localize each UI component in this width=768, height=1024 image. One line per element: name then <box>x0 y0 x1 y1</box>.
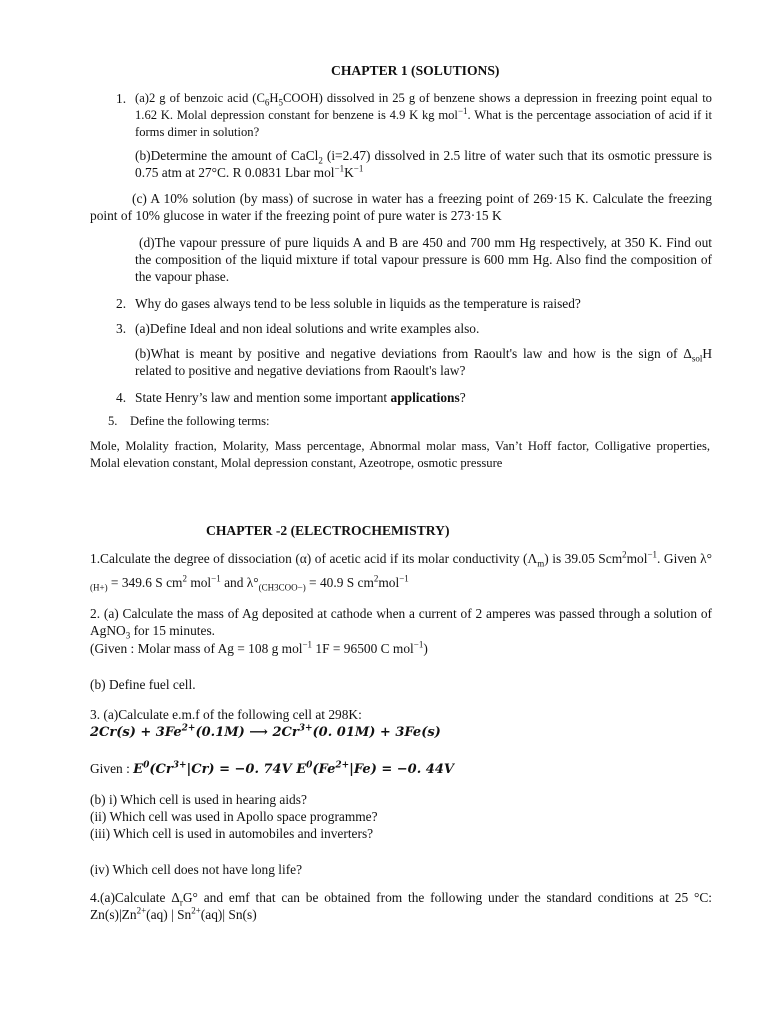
ch2-q3b-iii: (iii) Which cell is used in automobiles and inverters? <box>90 826 374 841</box>
ch2-q4-text: 4.(a)Calculate $\Delta_rG^\circ$ and emf that can be obtained from the following under the standard conditions at 25 °C: $Zn(s)|Zn^{2+}(aq)$ | $Sn^{2+}(aq)|$ Sn(s) <box>90 890 712 922</box>
q4-number: 4. <box>116 390 127 405</box>
q1c-text: (c) A 10% solution (by mass) of sucrose in water has a freezing point of 269·15 K. Calculate the freezing point of 10% glucose in water if the freezing point of pure water is 273·15 K <box>90 191 712 223</box>
q4-text: State Henry’s law and mention some important applications? <box>135 390 466 405</box>
q1a-text: (a)2 g of benzoic acid $(C_6H_5COOH)$ dissolved in 25 g of benzene shows a depression in freezing point equal to 1.62 K. Molal depression constant for benzene is 4.9 K kg mol$^{-1}$. What is the percentage association of acid if it forms dimer in solution? <box>135 91 712 139</box>
ch2-q3b-ii: (ii) Which cell was used in Apollo space programme? <box>90 809 378 824</box>
terms-list: Mole, Molality fraction, Molarity, Mass percentage, Abnormal molar mass, Van’t Hoff factor, Colligative properties, Molal elevation constant, Molal depression constant, Azeotrope, osmotic pressure <box>90 439 710 470</box>
ch2-q3-given: Given : $E^0(Cr^{3+}|Cr) = -0$. 74V $E^0(Fe^{2+}|Fe) = -0$. 44V <box>90 760 454 777</box>
q1b-text: (b)Determine the amount of CaCl$_2$ (i=2.47) dissolved in 2.5 litre of water such that its osmotic pressure is 0.75 atm at 27°C. R 0.0831 Lbar $mol^{-1}K^{-1}$ <box>135 148 712 180</box>
ch2-q2a-text: 2. (a) Calculate the mass of Ag deposited at cathode when a current of 2 amperes was passed through a solution of AgNO$_3$ for 15 minutes. <box>90 606 712 641</box>
q2-text: Why do gases always tend to be less soluble in liquids as the temperature is raised? <box>135 296 581 311</box>
chapter2-title: CHAPTER -2 (ELECTROCHEMISTRY) <box>206 523 450 538</box>
ch2-q3b-i: (b) i) Which cell is used in hearing aids? <box>90 792 307 807</box>
ch2-q3a-text: 3. (a)Calculate e.m.f of the following cell at 298K: <box>90 707 362 722</box>
q3b-text: (b)What is meant by positive and negative deviations from Raoult's law and how is the sign of $\Delta_{sol}H$ related to positive and negative deviations from Raoult's law? <box>135 346 712 378</box>
q1-number: 1. <box>116 91 127 106</box>
q5-number: 5. <box>108 414 118 428</box>
q1d-text: (d)The vapour pressure of pure liquids A and B are 450 and 700 mm Hg respectively, at 350 K. Find out the composition of the liquid mixture if total vapour pressure is 600 mm Hg. Also find the composition of the vapour phase. <box>135 235 712 284</box>
q3-number: 3. <box>116 321 127 336</box>
q3a-text: (a)Define Ideal and non ideal solutions and write examples also. <box>135 321 480 336</box>
ch2-q2b-text: (b) Define fuel cell. <box>90 677 196 692</box>
chapter1-title: CHAPTER 1 (SOLUTIONS) <box>331 63 500 78</box>
ch2-q3-reaction: $2Cr(s) + 3Fe^{2+}(0.1M)$ ⟶ $2Cr^{3+}(0$. 01M) + 3Fe(s) <box>90 723 441 740</box>
q2-number: 2. <box>116 296 127 311</box>
q5-text: Define the following terms: <box>130 414 270 428</box>
ch2-q2a-given: (Given : Molar mass of Ag = 108 g mol$^{-1}$ 1F = 96500 C mol$^{-1}$) <box>90 639 428 656</box>
ch2-q1-text: 1.Calculate the degree of dissociation (α) of acetic acid if its molar conductivity $(\Lambda_m)$ is 39.05 Scm$^2$mol$^{-1}$. Given $\lambda^\circ_{(H+)} = 349.6$ S $cm^2$ mol$^{-1}$ and $\lambda^\circ_{(CH3COO-)} = 40.9$ S $cm^2mol^{-1}$ <box>90 549 712 593</box>
ch2-q3b-iv: (iv) Which cell does not have long life? <box>90 862 303 877</box>
